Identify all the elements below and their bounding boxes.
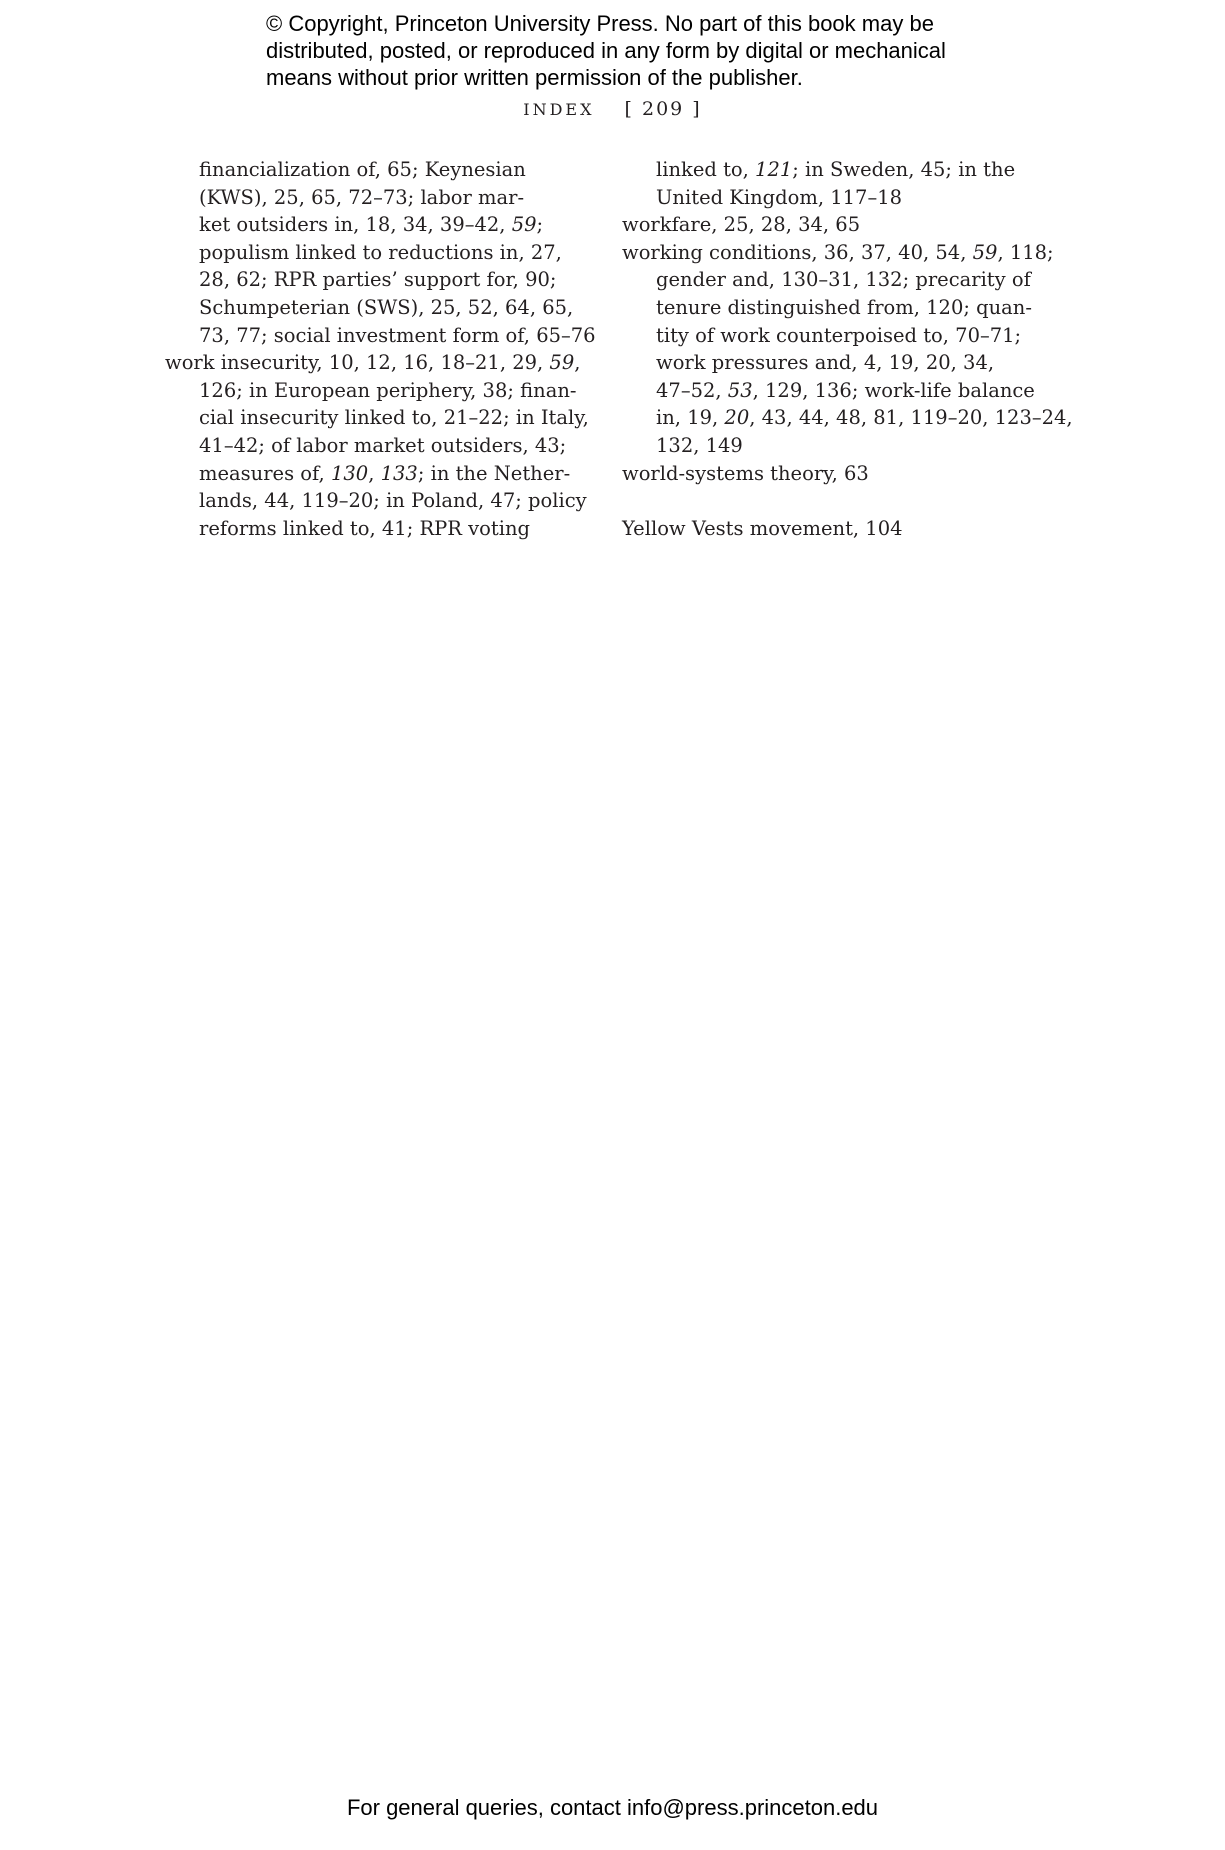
page-number: [ 209 ]	[624, 98, 702, 120]
index-line: Schumpeterian (SWS), 25, 52, 64, 65,	[199, 295, 574, 319]
index-line: linked to, 121; in Sweden, 45; in the	[656, 158, 1016, 181]
index-line: work pressures and, 4, 19, 20, 34,	[656, 351, 995, 375]
index-line: reforms linked to, 41; RPR voting	[199, 516, 531, 540]
running-head	[0, 98, 1225, 120]
index-line: tenure distinguished from, 120; quan-	[656, 295, 1032, 319]
running-head-label: INDEX	[523, 100, 595, 119]
section-gap	[622, 487, 1052, 515]
copyright-line: distributed, posted, or reproduced in any form by digital or mechanical	[266, 38, 946, 63]
index-line: gender and, 130–31, 132; precarity of	[656, 268, 1031, 292]
copyright-notice	[266, 10, 986, 91]
index-entry-workfare: workfare, 25, 28, 34, 65	[622, 213, 861, 237]
index-entry-work-insecurity: work insecurity, 10, 12, 16, 18–21, 29, 59,	[165, 351, 581, 375]
index-line: 132, 149	[656, 433, 743, 457]
index-line: 73, 77; social investment form of, 65–76	[199, 323, 596, 347]
index-line: United Kingdom, 117–18	[656, 185, 903, 209]
index-line: (KWS), 25, 65, 72–73; labor mar-	[199, 185, 525, 209]
index-line: 41–42; of labor market outsiders, 43;	[199, 433, 567, 457]
footer-contact: For general queries, contact info@press.princeton.edu	[346, 1795, 879, 1820]
index-line: measures of, 130, 133; in the Nether-	[199, 461, 571, 485]
index-entry-world-systems-theory: world-systems theory, 63	[622, 461, 869, 485]
index-line: ket outsiders in, 18, 34, 39–42, 59;	[199, 213, 544, 237]
index-line: lands, 44, 119–20; in Poland, 47; policy	[199, 489, 587, 513]
index-line: 28, 62; RPR parties’ support for, 90;	[199, 268, 557, 292]
copyright-line: © Copyright, Princeton University Press. No part of this book may be	[266, 11, 934, 36]
index-line: populism linked to reductions in, 27,	[199, 240, 562, 264]
index-column-left	[165, 156, 596, 542]
index-entry-working-conditions: working conditions, 36, 37, 40, 54, 59, 118;	[622, 240, 1054, 264]
index-column-right	[622, 156, 1073, 542]
index-line: tity of work counterpoised to, 70–71;	[656, 323, 1022, 347]
index-line: financialization of, 65; Keynesian	[199, 158, 526, 181]
index-line: 47–52, 53, 129, 136; work-life balance	[656, 378, 1035, 402]
copyright-line: means without prior written permission of the publisher.	[266, 65, 803, 90]
index-line: 126; in European periphery, 38; finan-	[199, 378, 577, 402]
index-line: cial insecurity linked to, 21–22; in Italy,	[199, 406, 589, 430]
index-line: in, 19, 20, 43, 44, 48, 81, 119–20, 123–24,	[656, 406, 1073, 430]
index-entry-yellow-vests: Yellow Vests movement, 104	[622, 516, 903, 540]
